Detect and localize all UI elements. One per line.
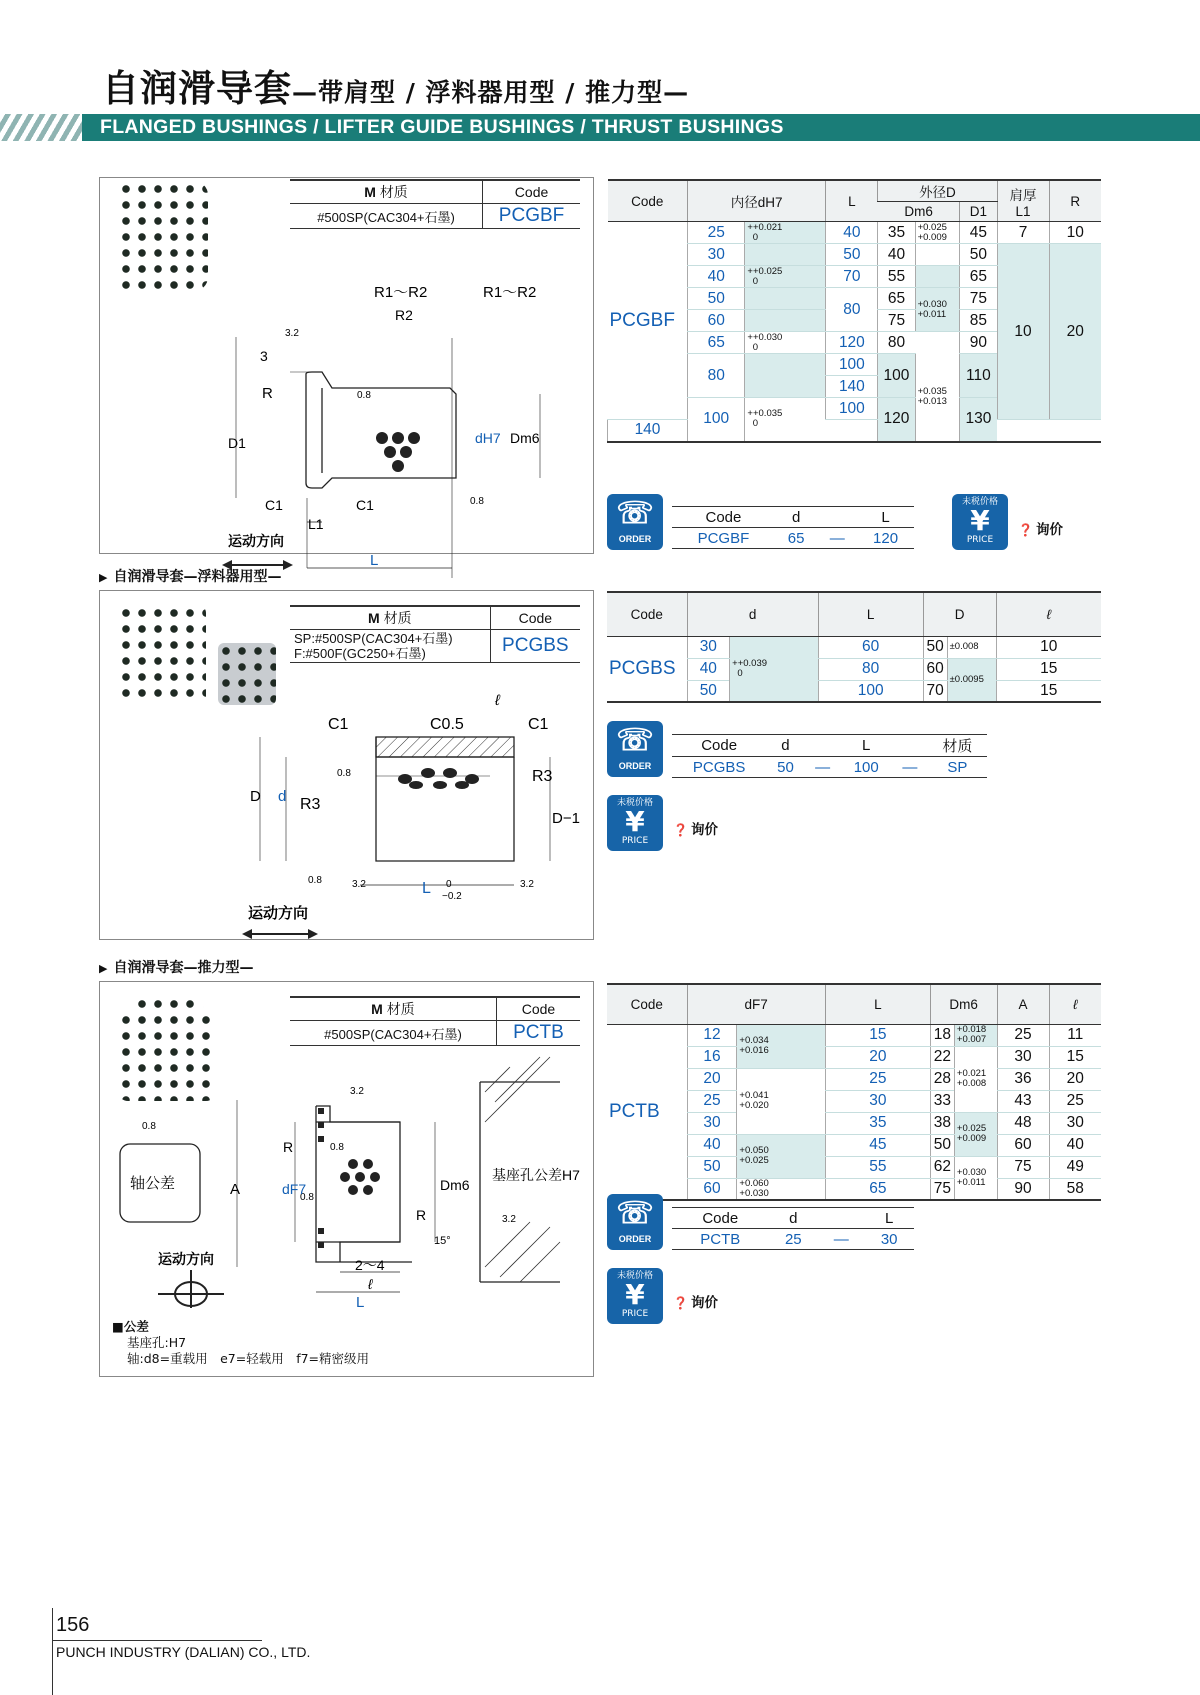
pcgbs-l-tol-top: 0: [446, 879, 452, 890]
pcgbf-r1r2-label: R1～R2: [374, 284, 428, 301]
pcgbf-3-label: 3: [260, 348, 268, 364]
pcgbf-l-label: L: [370, 552, 379, 569]
pcgbf-dh7-label: dH7: [475, 430, 501, 446]
pcgbf-price-icon[interactable]: 未税价格 ¥ PRICE: [952, 494, 1008, 550]
pcgbf-dm6-label: Dm6: [510, 430, 540, 446]
pcgbs-c05-label: C0.5: [430, 716, 464, 733]
pcgbf-roughness-08-2: 0.8: [470, 496, 484, 507]
pcgbs-l-tol-bot: −0.2: [442, 891, 462, 902]
pctb-roughness-32-2: 3.2: [502, 1214, 516, 1225]
pcgbf-r1r2-label-2: R1～R2: [483, 284, 537, 301]
pcgbs-r3-label-2: R3: [532, 768, 553, 785]
pctb-order-example: Code d L PCTB 25 — 30: [672, 1207, 914, 1250]
pctb-r-label-2: R: [416, 1207, 427, 1223]
company-name: PUNCH INDUSTRY (DALIAN) CO., LTD.: [56, 1644, 311, 1660]
pcgbs-ell-label: ℓ: [495, 692, 500, 709]
pctb-shaft-label: 轴公差: [130, 1175, 176, 1192]
pcgbs-d-label: d: [278, 788, 287, 805]
pcgbs-roughness-32-2: 3.2: [520, 879, 534, 890]
pcgbf-order-example: Code d L PCGBF 65 — 120: [672, 506, 914, 549]
pctb-a-label: A: [230, 1181, 241, 1198]
pcgbf-spec-table: Code 内径dH7 L 外径D 肩厚 L1 R Dm6 D1 PCGBF 25 ++0.021 0 40 35 +0.025 +0.009 45 7 10 30 50 40 50 10 20 40 ++0.025 0 70 55 65 50 80 65 +0.030 +0.011 75 60 75 85 65 ++0.030 0 80 90 120 80 100 100 +0.035 +0.013 110 140 100 ++0.035 0 100 120 130 140: [607, 179, 1101, 443]
pctb-heading: ▶ 自润滑导套—推力型—: [99, 957, 253, 977]
pctb-ask-price[interactable]: ❓ 询价: [673, 1291, 718, 1311]
pcgbs-D-label: D: [250, 788, 261, 805]
pcgbs-motion-label: 运动方向: [248, 905, 309, 922]
pcgbf-drawing-box: [99, 177, 594, 569]
pcgbs-spec-table: Code d L D ℓ PCGBS 30 ++0.039 0 60 50 ±0.008 10 40 80 60 ±0.0095 15 50 100 70 15: [607, 591, 1101, 703]
pcgbs-ask-price[interactable]: ❓ 询价: [673, 818, 718, 838]
pctb-ell-label: ℓ: [368, 1276, 373, 1292]
pctb-motion-label: 运动方向: [158, 1251, 214, 1267]
pcgbf-c1-label-2: C1: [356, 497, 374, 513]
pcgbs-drawing: [100, 661, 590, 939]
pcgbs-roughness-32: 3.2: [352, 879, 366, 890]
pcgbs-code: PCGBS: [490, 630, 580, 663]
pcgbs-c1-label-2: C1: [528, 716, 549, 733]
pcgbs-dm1-label: D−1: [552, 810, 580, 827]
pcgbs-l-label: L: [422, 880, 431, 897]
pctb-roughness-32: 3.2: [350, 1086, 364, 1097]
pctb-roughness-08-3: 0.8: [300, 1192, 314, 1203]
pcgbs-c1-label: C1: [328, 716, 349, 733]
pctb-roughness-08-2: 0.8: [330, 1142, 344, 1153]
pcgbs-roughness-08-2: 0.8: [308, 875, 322, 886]
pcgbs-material-table: M 材质 Code SP:#500SP(CAC304+石墨) F:#500F(GC250+石墨) PCGBS: [290, 605, 580, 663]
pcgbf-drawing: [100, 238, 590, 569]
pcgbf-code: PCGBF: [483, 204, 580, 229]
pcgbf-motion-label: 运动方向: [228, 533, 284, 549]
pctb-order-icon[interactable]: ☏ ORDER: [607, 1194, 663, 1250]
pcgbf-r-label: R: [262, 385, 273, 402]
pcgbf-material-table: M 材质 Code #500SP(CAC304+石墨) PCGBF: [290, 179, 580, 229]
title-sub: —带肩型 / 浮料器用型 / 推力型—: [292, 78, 690, 107]
pctb-range-label: 2～4: [355, 1257, 385, 1273]
page-title: [102, 58, 689, 112]
pctb-price-icon[interactable]: 未税价格 ¥ PRICE: [607, 1268, 663, 1324]
pcgbs-heading: ▶ 自润滑导套—浮料器用型—: [99, 566, 281, 586]
pcgbs-order-icon[interactable]: ☏ ORDER: [607, 721, 663, 777]
pcgbf-ask-price[interactable]: ❓ 询价: [1018, 518, 1063, 538]
pctb-drawing: [100, 1082, 590, 1311]
pcgbs-order-example: Code d L 材质 PCGBS 50 — 100 — SP: [672, 734, 987, 778]
pctb-code: PCTB: [496, 1021, 580, 1046]
pcgbf-l1-label: L1: [308, 516, 324, 532]
pctb-spec-table: Code dF7 L Dm6 A ℓ PCTB 12 +0.034 +0.016 15 18 +0.018 +0.007 25 11 16 20 22 +0.021 +0.008 30 15 20 +0.041 +0.020 25 28 36 20 25 30 33 43 25 30 35 38 +0.025 +0.009 48 30 40 +0.050 +0.025 45 50 60 40 50 55 62 +0.030 +0.011 75 49 60 +0.060 +0.030 65 75 90 58: [607, 983, 1101, 1201]
pctb-r-label: R: [283, 1139, 294, 1155]
page-number: 156: [56, 1614, 90, 1636]
pctb-seat-label: 基座孔公差H7: [492, 1167, 580, 1183]
pcgbf-r2-label: R2: [395, 307, 413, 323]
pcgbf-c1-label: C1: [265, 497, 283, 513]
banner: [0, 114, 1200, 141]
pctb-drawing-box: [99, 981, 594, 1377]
pcgbf-order-icon[interactable]: ☏ ORDER: [607, 494, 663, 550]
pcgbf-roughness-08: 0.8: [357, 390, 371, 401]
pcgbs-roughness-08: 0.8: [337, 768, 351, 779]
title-main: 自润滑导套: [102, 67, 292, 110]
pctb-tolerance-note: ■公差 基座孔:H7 轴:d8=重载用 e7=轻载用 f7=精密级用: [112, 1319, 370, 1366]
pctb-roughness-08: 0.8: [142, 1121, 156, 1132]
pctb-dm6-label: Dm6: [440, 1177, 470, 1193]
pcgbf-d1-label: D1: [228, 435, 246, 451]
pctb-l-label: L: [356, 1294, 365, 1311]
pcgbs-r3-label: R3: [300, 796, 321, 813]
pctb-angle-label: 15°: [434, 1235, 451, 1247]
pctb-motion-arrow-icon: [158, 1270, 224, 1308]
pcgbs-drawing-box: [99, 590, 594, 940]
pctb-df7-label: dF7: [282, 1181, 307, 1197]
pctb-material-table: M 材质 Code #500SP(CAC304+石墨) PCTB: [290, 996, 580, 1046]
pcgbf-roughness-32: 3.2: [285, 328, 299, 339]
pcgbs-price-icon[interactable]: 未税价格 ¥ PRICE: [607, 795, 663, 851]
banner-text: FLANGED BUSHINGS / LIFTER GUIDE BUSHINGS / THRUST BUSHINGS: [100, 116, 784, 138]
